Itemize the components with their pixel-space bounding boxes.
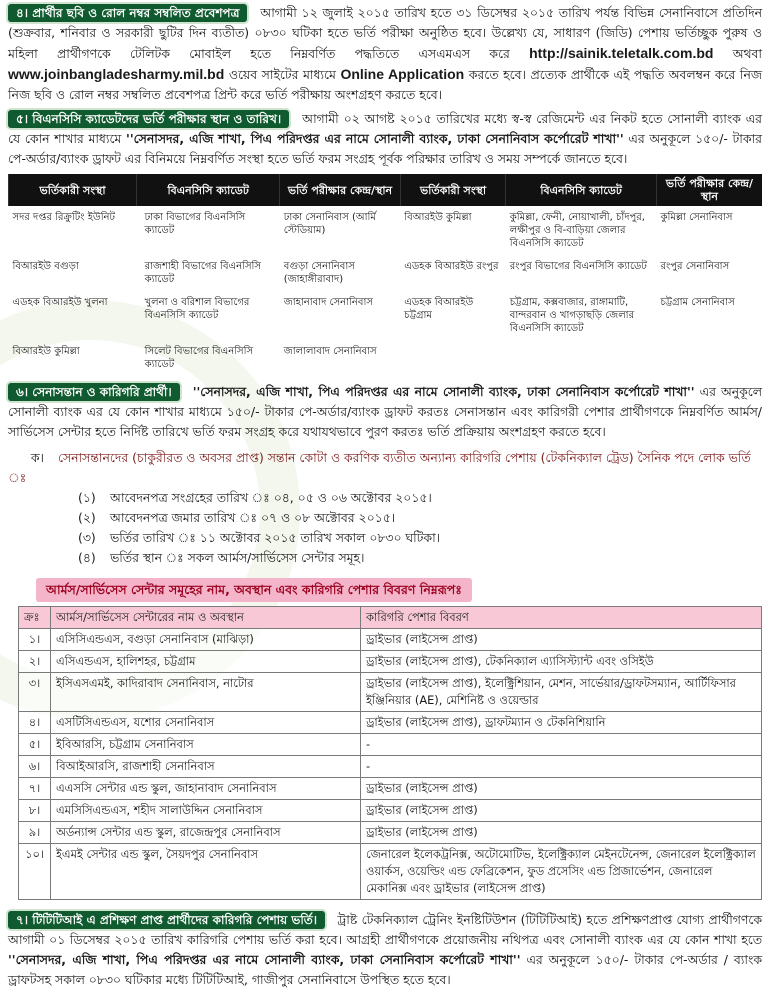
table-cell: ড্রাইভার (লাইসেন্স প্রাপ্ত) bbox=[361, 822, 762, 844]
section-6-text: এর অনুকূলে সোনালী ব্যাংক এর যে কোন শাখার মাধ্যমে ১৫০/- টাকার পে-অর্ডার/ব্যাংক ড্রাফট করতঃ সেনাসন্তান এবং কারিগরী পেশার প্রার্থীগণকে নিম্নবর্ণিত আর্মস/সার্ভিসেস সেন্টার হতে নির্দিষ্ট তারিখে ভর্তি ফরম সংগ্রহ করে যথাযথভাবে পুরণ করতঃ ভর্তি প্রক্রিয়ায় অংশগ্রহণ করতে হবে। bbox=[8, 384, 762, 439]
table-header: ভর্তিকারী সংস্থা bbox=[400, 174, 505, 206]
table-cell: ৭। bbox=[19, 778, 51, 800]
table-row bbox=[9, 255, 763, 291]
list-item-text: আবেদনপত্র জমার তারিখ ঃ ০৭ ও ০৮ অক্টোবর ২০১৫। bbox=[110, 510, 396, 525]
table-row bbox=[19, 778, 762, 800]
section-5 bbox=[8, 109, 762, 169]
table-cell: সিলেট বিভাগের বিএনসিসি ক্যাডেট bbox=[144, 346, 254, 370]
list-item bbox=[78, 508, 762, 528]
table-cell: বগুড়া সেনানিবাস (জাহাঙ্গীরাবাদ) bbox=[283, 261, 355, 285]
sub-section-ka-label: ক। bbox=[30, 450, 44, 465]
sub-section-ka bbox=[8, 448, 762, 488]
list-item-text: ভর্তির তারিখ ঃ ১১ অক্টোবর ২০১৫ তারিখ সকাল ০৮৩০ ঘটিকা। bbox=[110, 530, 441, 545]
table-cell bbox=[506, 340, 657, 376]
table-cell bbox=[656, 340, 762, 376]
table-cell: চট্টগ্রাম সেনানিবাস bbox=[660, 297, 735, 308]
joinbangladesharmy-url-link[interactable]: www.joinbangladesharmy.mil.bd bbox=[8, 66, 225, 82]
online-application-text: Online Application bbox=[340, 66, 465, 82]
table-cell: ঢাকা সেনানিবাস (আর্মি স্টেডিয়াম) bbox=[283, 212, 376, 236]
table-cell: রংপুর বিভাগের বিএনসিসি ক্যাডেট bbox=[509, 261, 647, 272]
table-cell: রংপুর সেনানিবাস bbox=[660, 261, 730, 272]
list-item bbox=[78, 488, 762, 508]
table-cell: ড্রাইভার (লাইসেন্স প্রাপ্ত), ড্রাফটম্যান ও টেকনিশিয়ানি bbox=[361, 712, 762, 734]
section-5-bank-account: ''সেনাসদর, এজি শাখা, পিএ পরিদপ্তর এর নামে সোনালী ব্যাংক, ঢাকা সেনানিবাস কর্পোরেট শাখা'' bbox=[126, 131, 624, 146]
bncc-table-wrap bbox=[8, 174, 762, 376]
table-header: ক্রঃ bbox=[19, 607, 51, 629]
table-cell: বিআরইউ কুমিল্লা bbox=[12, 346, 80, 357]
table-row bbox=[19, 673, 762, 712]
teletalk-url-link[interactable]: http://sainik.teletalk.com.bd bbox=[529, 45, 714, 61]
table-cell: রাজশাহী বিভাগের বিএনসিসি ক্যাডেট bbox=[144, 261, 262, 285]
list-item bbox=[78, 548, 762, 568]
table-cell: ইএমই সেন্টার এন্ড স্কুল, সৈয়দপুর সেনানিবাস bbox=[51, 844, 361, 900]
table-cell: ২। bbox=[19, 651, 51, 673]
table-cell: জেনারেল ইলেকট্রনিক্স, অটোমোটিভ, ইলেক্ট্রিক্যাল মেইনটেনেন্স, জেনারেল ইলেক্ট্রিক্যাল ওয়ার্কস, ওয়েল্ডিং এন্ড ফেব্রিকেশন, ফুড প্রসেসিং এন্ড প্রিজার্ভেশন, জেনারেল মেকানিক্স এবং ড্রাইভার (লাইসেন্স প্রাপ্ত) bbox=[361, 844, 762, 900]
list-item-number: (৪) bbox=[78, 550, 96, 565]
table-row bbox=[19, 756, 762, 778]
section-5-heading: ৫। বিএনসিসি ক্যাডেটদের ভর্তি পরীক্ষার স্থান ও তারিখ। bbox=[8, 110, 289, 128]
section-6-heading: ৬। সেনাসন্তান ও কারিগরি প্রার্থী। bbox=[8, 383, 180, 401]
table-cell: ৮। bbox=[19, 800, 51, 822]
list-item-text: ভর্তির স্থান ঃ সকল আর্মস/সার্ভিসেস সেন্টার সমূহ। bbox=[110, 550, 365, 565]
table-row bbox=[19, 629, 762, 651]
table-header: বিএনসিসি ক্যাডেট bbox=[137, 174, 280, 206]
admission-dates-list bbox=[78, 488, 762, 568]
table-header: ভর্তি পরীক্ষার কেন্দ্র/স্থান bbox=[280, 174, 401, 206]
table-header: বিএনসিসি ক্যাডেট bbox=[506, 174, 657, 206]
table-cell: ১। bbox=[19, 629, 51, 651]
table-cell: ৫। bbox=[19, 734, 51, 756]
table-cell: ইবিআরসি, চট্টগ্রাম সেনানিবাস bbox=[51, 734, 361, 756]
table-cell: এসটিসিএন্ডএস, যশোর সেনানিবাস bbox=[51, 712, 361, 734]
section-7-text-end: এর অনুকূলে ১৫০/- টাকার পে-অর্ডার / ব্যাংক ড্রাফটসহ সকাল ০৮৩০ ঘটিকার মধ্যে টিটিটিআই, গাজীপুর সেনানিবাসে উপস্থিত হতে হবে। bbox=[8, 952, 762, 987]
section-6-bank-account: ''সেনাসদর, এজি শাখা, পিএ পরিদপ্তর এর নামে সোনালী ব্যাংক, ঢাকা সেনানিবাস কর্পোরেট শাখা'' bbox=[192, 384, 695, 399]
section-7-bank-account: ''সেনাসদর, এজি শাখা, পিএ পরিদপ্তর এর নামে সোনালী ব্যাংক, ঢাকা সেনানিবাস কর্পোরেট শাখা'' bbox=[8, 952, 521, 967]
table-cell: অর্ডন্যান্স সেন্টার এন্ড স্কুল, রাজেন্দ্রপুর সেনানিবাস bbox=[51, 822, 361, 844]
bncc-centers-table bbox=[8, 174, 762, 376]
table-row bbox=[19, 844, 762, 900]
section-4-text: আগামী ১২ জুলাই ২০১৫ তারিখ হতে ৩১ ডিসেম্বর ২০১৫ তারিখ পর্যন্ত বিভিন্ন সেনানিবাসে প্রতিদিন (শুক্রবার, শনিবার ও সরকারী ছুটির দিন ব্যতীত) ০৮৩০ ঘটিকা হতে ভর্তি পরীক্ষা অনুষ্ঠিত হবে। উল্লেখ্য যে, সাধারণ (জিডি) পেশায় ভর্তিচ্ছুক পুরুষ ও মহিলা প্রার্থীগণকে টেলিটক মোবাইল হতে নিম্নবর্ণিত পদ্ধতিতে এসএমএস করে bbox=[8, 5, 762, 61]
section-4-text-end: করতে হবে। প্রত্যেক প্রার্থীকে এই পদ্ধতি অবলম্বন করে নিজ নিজ ছবি ও রোল নম্বর সম্বলিত প্রবেশপত্র প্রিন্ট করে ভর্তি পরীক্ষায় অংশগ্রহণ করতে হবে। bbox=[8, 67, 762, 102]
table-cell: - bbox=[361, 756, 762, 778]
table-cell bbox=[400, 340, 505, 376]
list-item-number: (৩) bbox=[78, 530, 96, 545]
arms-table-header-row bbox=[19, 607, 762, 629]
table-cell: এমসিসিএন্ডএস, শহীদ সালাউদ্দিন সেনানিবাস bbox=[51, 800, 361, 822]
table-cell: ড্রাইভার (লাইসেন্স প্রাপ্ত), ইলেক্ট্রিশিয়ান, মেশন, সার্ভেয়ার/ড্রাফটসম্যান, আর্টিফিসার ইঞ্জিনিয়ার (AE), মেশিনিষ্ট ও ওয়েল্ডার bbox=[361, 673, 762, 712]
table-cell: ইসিএসএমই, কাদিরাবাদ সেনানিবাস, নাটোর bbox=[51, 673, 361, 712]
section-5-text-end: এর অনুকূলে ১৫০/- টাকার পে-অর্ডার/ব্যাংক ড্রাফট এর বিনিময়ে নিম্নবর্ণিত সংস্থা হতে ভর্তি ফরম সংগ্রহ পূর্বক পরিক্ষার তারিখ ও সময় সম্পর্কে জানতে হবে। bbox=[8, 131, 762, 166]
table-cell: ৩। bbox=[19, 673, 51, 712]
table-row bbox=[19, 651, 762, 673]
section-7-text: ট্রাষ্ট টেকনিক্যাল ট্রেনিং ইনষ্টিটিউশন (টিটিটিআই) হতে প্রশিক্ষণপ্রাপ্ত যোগ্য প্রার্থীগণকে আগামী ০১ ডিসেম্বর ২০১৫ তারিখ কারিগরি পেশায় ভর্তি করা হবে। আগ্রহী প্রার্থীগণকে প্রয়োজনীয় নথিপত্র এবং সোনালী ব্যাংক এর যে কোন শাখা হতে bbox=[8, 912, 762, 947]
table-cell: - bbox=[361, 734, 762, 756]
table-cell: চট্টগ্রাম, কক্সবাজার, রাঙ্গামাটি, বান্দরবান ও খাগড়াছড়ি জেলার বিএনসিসি ক্যাডেট bbox=[509, 297, 635, 334]
table-header: কারিগরি পেশার বিবরণ bbox=[361, 607, 762, 629]
table-header: ভর্তিকারী সংস্থা bbox=[9, 174, 137, 206]
table-cell: জাহানাবাদ সেনানিবাস bbox=[283, 297, 373, 308]
table-cell: ড্রাইভার (লাইসেন্স প্রাপ্ত) bbox=[361, 800, 762, 822]
arms-table-title: আর্মস/সার্ভিসেস সেন্টার সমূহের নাম, অবস্থান এবং কারিগরি পেশার বিবরণ নিম্নরূপঃ bbox=[36, 578, 472, 602]
table-cell: বিআরইউ বগুড়া bbox=[12, 261, 79, 272]
website-text: ওয়েব সাইটের মাধ্যমে bbox=[228, 67, 336, 82]
section-4-heading: ৪। প্রার্থীর ছবি ও রোল নম্বর সম্বলিত প্রবেশপত্র bbox=[8, 4, 247, 22]
table-row bbox=[19, 800, 762, 822]
bncc-table-header-row bbox=[9, 174, 763, 206]
or-text: অথবা bbox=[732, 46, 762, 61]
table-row bbox=[9, 206, 763, 255]
list-item-number: (২) bbox=[78, 510, 96, 525]
section-7 bbox=[8, 910, 762, 990]
section-7-heading: ৭। টিটিটিআই এ প্রশিক্ষণ প্রাপ্ত প্রার্থীদের কারিগরি পেশায় ভর্তি। bbox=[8, 911, 325, 929]
section-5-text: আগামী ০২ আগষ্ট ২০১৫ তারিখের মধ্যে স্ব-স্ব রেজিমেন্ট এর নিকট হতে সোনালী ব্যাংক এর যে কোন শাখার মাধ্যমে bbox=[8, 111, 762, 146]
table-cell: ৯। bbox=[19, 822, 51, 844]
table-header: আর্মস/সার্ভিসেস সেন্টারের নাম ও অবস্থান bbox=[51, 607, 361, 629]
table-cell: সদর দপ্তর রিক্রুটিং ইউনিট bbox=[12, 212, 115, 223]
table-cell: এসিসিএন্ডএস, বগুড়া সেনানিবাস (মাঝিড়া) bbox=[51, 629, 361, 651]
table-cell: কুমিল্লা, ফেনী, নোয়াখালী, চাঁদপুর, লক্ষীপুর ও বি-বাড়িয়া জেলার বিএনসিসি ক্যাডেট bbox=[509, 212, 645, 249]
table-row bbox=[19, 712, 762, 734]
table-cell: ৪। bbox=[19, 712, 51, 734]
table-cell: ৬। bbox=[19, 756, 51, 778]
list-item bbox=[78, 528, 762, 548]
table-cell: খুলনা ও বরিশাল বিভাগের বিএনসিসি ক্যাডেট bbox=[144, 297, 250, 321]
list-item-text: আবেদনপত্র সংগ্রহের তারিখ ঃ ০৪, ০৫ ও ০৬ অক্টোবর ২০১৫। bbox=[110, 490, 432, 505]
table-cell: জালালাবাদ সেনানিবাস bbox=[283, 346, 377, 357]
table-row bbox=[19, 822, 762, 844]
table-row bbox=[9, 340, 763, 376]
table-cell: ড্রাইভার (লাইসেন্স প্রাপ্ত) bbox=[361, 778, 762, 800]
table-cell: এসিএন্ডএস, হালিশহর, চট্টগ্রাম bbox=[51, 651, 361, 673]
section-6 bbox=[8, 382, 762, 442]
table-row bbox=[19, 734, 762, 756]
table-cell: বিআরইউ কুমিল্লা bbox=[404, 212, 472, 223]
section-4 bbox=[8, 3, 762, 105]
table-cell: কুমিল্লা সেনানিবাস bbox=[660, 212, 733, 223]
table-cell: এডহক বিআরইউ রংপুর bbox=[404, 261, 499, 272]
table-cell: এএসসি সেন্টার এন্ড স্কুল, জাহানাবাদ সেনানিবাস bbox=[51, 778, 361, 800]
sub-section-ka-text: সেনাসন্তানদের (চাকুরীরত ও অবসর প্রাপ্ত) সন্তান কোটা ও করণিক ব্যতীত অন্যান্য কারিগরি পেশায় (টেকনিক্যাল ট্রেড) সৈনিক পদে লোক ভর্তি ঃ bbox=[8, 450, 751, 485]
table-cell: ড্রাইভার (লাইসেন্স প্রাপ্ত) bbox=[361, 629, 762, 651]
table-cell: এডহক বিআরইউ চট্টগ্রাম bbox=[404, 297, 474, 321]
arms-services-table bbox=[18, 606, 762, 900]
table-cell: এডহক বিআরইউ খুলনা bbox=[12, 297, 108, 308]
table-cell: ড্রাইভার (লাইসেন্স প্রাপ্ত), টেকনিক্যাল এ্যাসিস্ট্যান্ট এবং ওসিইউ bbox=[361, 651, 762, 673]
table-row bbox=[9, 291, 763, 340]
list-item-number: (১) bbox=[78, 490, 96, 505]
table-header: ভর্তি পরীক্ষার কেন্দ্র/স্থান bbox=[656, 174, 762, 206]
table-cell: বিআইআরসি, রাজশাহী সেনানিবাস bbox=[51, 756, 361, 778]
table-cell: ঢাকা বিভাগের বিএনসিসি ক্যাডেট bbox=[144, 212, 246, 236]
table-cell: ১০। bbox=[19, 844, 51, 900]
